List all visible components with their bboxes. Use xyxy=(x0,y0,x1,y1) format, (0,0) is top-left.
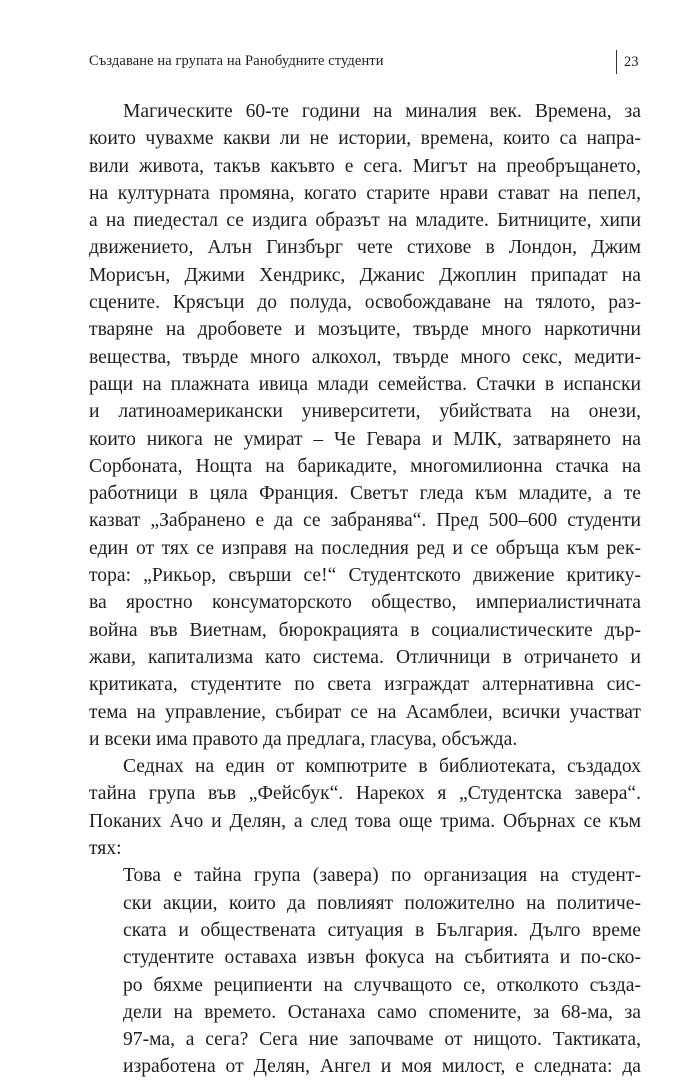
text-line: критиката, студентите по света изграждат алтернативна сис- xyxy=(89,674,641,696)
body-text xyxy=(89,98,641,1081)
quote-line: ски акции, които да повлияят положително на политиче- xyxy=(123,892,641,914)
text-line: тема на управление, събират се на Асамблеи, всички участват xyxy=(89,701,641,723)
quote-line: 97-ма, а сега? Сега ние започваме от нищото. Тактиката, xyxy=(123,1029,641,1051)
running-title: Създаване на групата на Ранобудните студенти xyxy=(89,53,384,69)
text-line: сцените. Крясъци до полуда, освобождаване на тялото, раз- xyxy=(89,292,641,314)
text-line: които никога не умират – Че Гевара и МЛК, затварянето на xyxy=(89,428,641,450)
text-line: вили живота, такъв какъвто е сега. Мигът на преобръщането, xyxy=(89,155,641,177)
text-line: тях: xyxy=(89,838,122,860)
text-line: вещества, твърде много алкохол, твърде много секс, медити- xyxy=(89,346,641,368)
paragraph-2 xyxy=(89,753,641,862)
text-line: и всеки има правото да предлага, гласува, обсъжда. xyxy=(89,728,518,750)
text-line: ращи на плажната ивица млади семейства. Стачки в испански xyxy=(89,373,641,395)
text-line: а на пиедестал се издига образът на младите. Битниците, хипи xyxy=(89,210,641,232)
header-divider xyxy=(616,50,617,74)
text-line: тваряне на дробовете и мозъците, твърде много наркотични xyxy=(89,319,641,341)
text-line: на културната промяна, когато старите нрави стават на пепел, xyxy=(89,182,641,204)
block-quote xyxy=(89,862,641,1080)
quote-line: ро бяхме реципиенти на случващото се, отколкото създа- xyxy=(123,974,641,996)
running-header xyxy=(89,50,641,72)
quote-line: изработена от Делян, Ангел и моя милост, е следната: да xyxy=(123,1056,641,1078)
text-line: война във Виетнам, бюрокрацията в социалистическите дър- xyxy=(89,619,641,641)
text-line: казват „Забранено е да се забранява“. Пред 500–600 студенти xyxy=(89,510,641,532)
page-number: 23 xyxy=(624,54,639,70)
text-line: работници в цяла Франция. Светът гледа към младите, а те xyxy=(89,483,641,505)
text-line: Магическите 60-те години на миналия век. Времена, за xyxy=(123,101,641,122)
quote-line: дели на времето. Останаха само спомените, за 68-ма, за xyxy=(123,1001,641,1023)
text-line: които чувахме какви ли не истории, времена, които са напра- xyxy=(89,128,641,150)
text-line: ва яростно консуматорското общество, империалистичната xyxy=(89,592,641,614)
quote-line: студентите оставаха извън фокуса на събитията и по-ско- xyxy=(123,947,641,969)
text-line: и латиноамерикански университети, убийствата на онези, xyxy=(89,401,641,423)
text-line: жави, капитализма като система. Отличници в отричането и xyxy=(89,646,641,668)
text-line: тора: „Рикьор, свърши се!“ Студентското движение критику- xyxy=(89,565,641,587)
text-line: един от тях се изправя на последния ред и се обръща към рек- xyxy=(89,537,641,559)
text-line: Морисън, Джими Хендрикс, Джанис Джоплин припадат на xyxy=(89,264,641,286)
text-line: Сорбоната, Нощта на барикадите, многомилионна стачка на xyxy=(89,455,641,477)
text-line: Поканих Ачо и Делян, а след това още трима. Обърнах се към xyxy=(89,810,641,832)
quote-line: Това е тайна група (завера) по организация на студент- xyxy=(123,865,641,887)
quote-line: ската и обществената ситуация в България. Дълго време xyxy=(123,919,641,941)
text-line: движението, Алън Гинзбърг чете стихове в Лондон, Джим xyxy=(89,237,641,259)
text-line: тайна група във „Фейсбук“. Нарекох я „Студентска завера“. xyxy=(89,783,641,805)
text-line: Седнах на един от компютрите в библиотеката, създадох xyxy=(123,756,641,778)
paragraph-1 xyxy=(89,98,641,753)
